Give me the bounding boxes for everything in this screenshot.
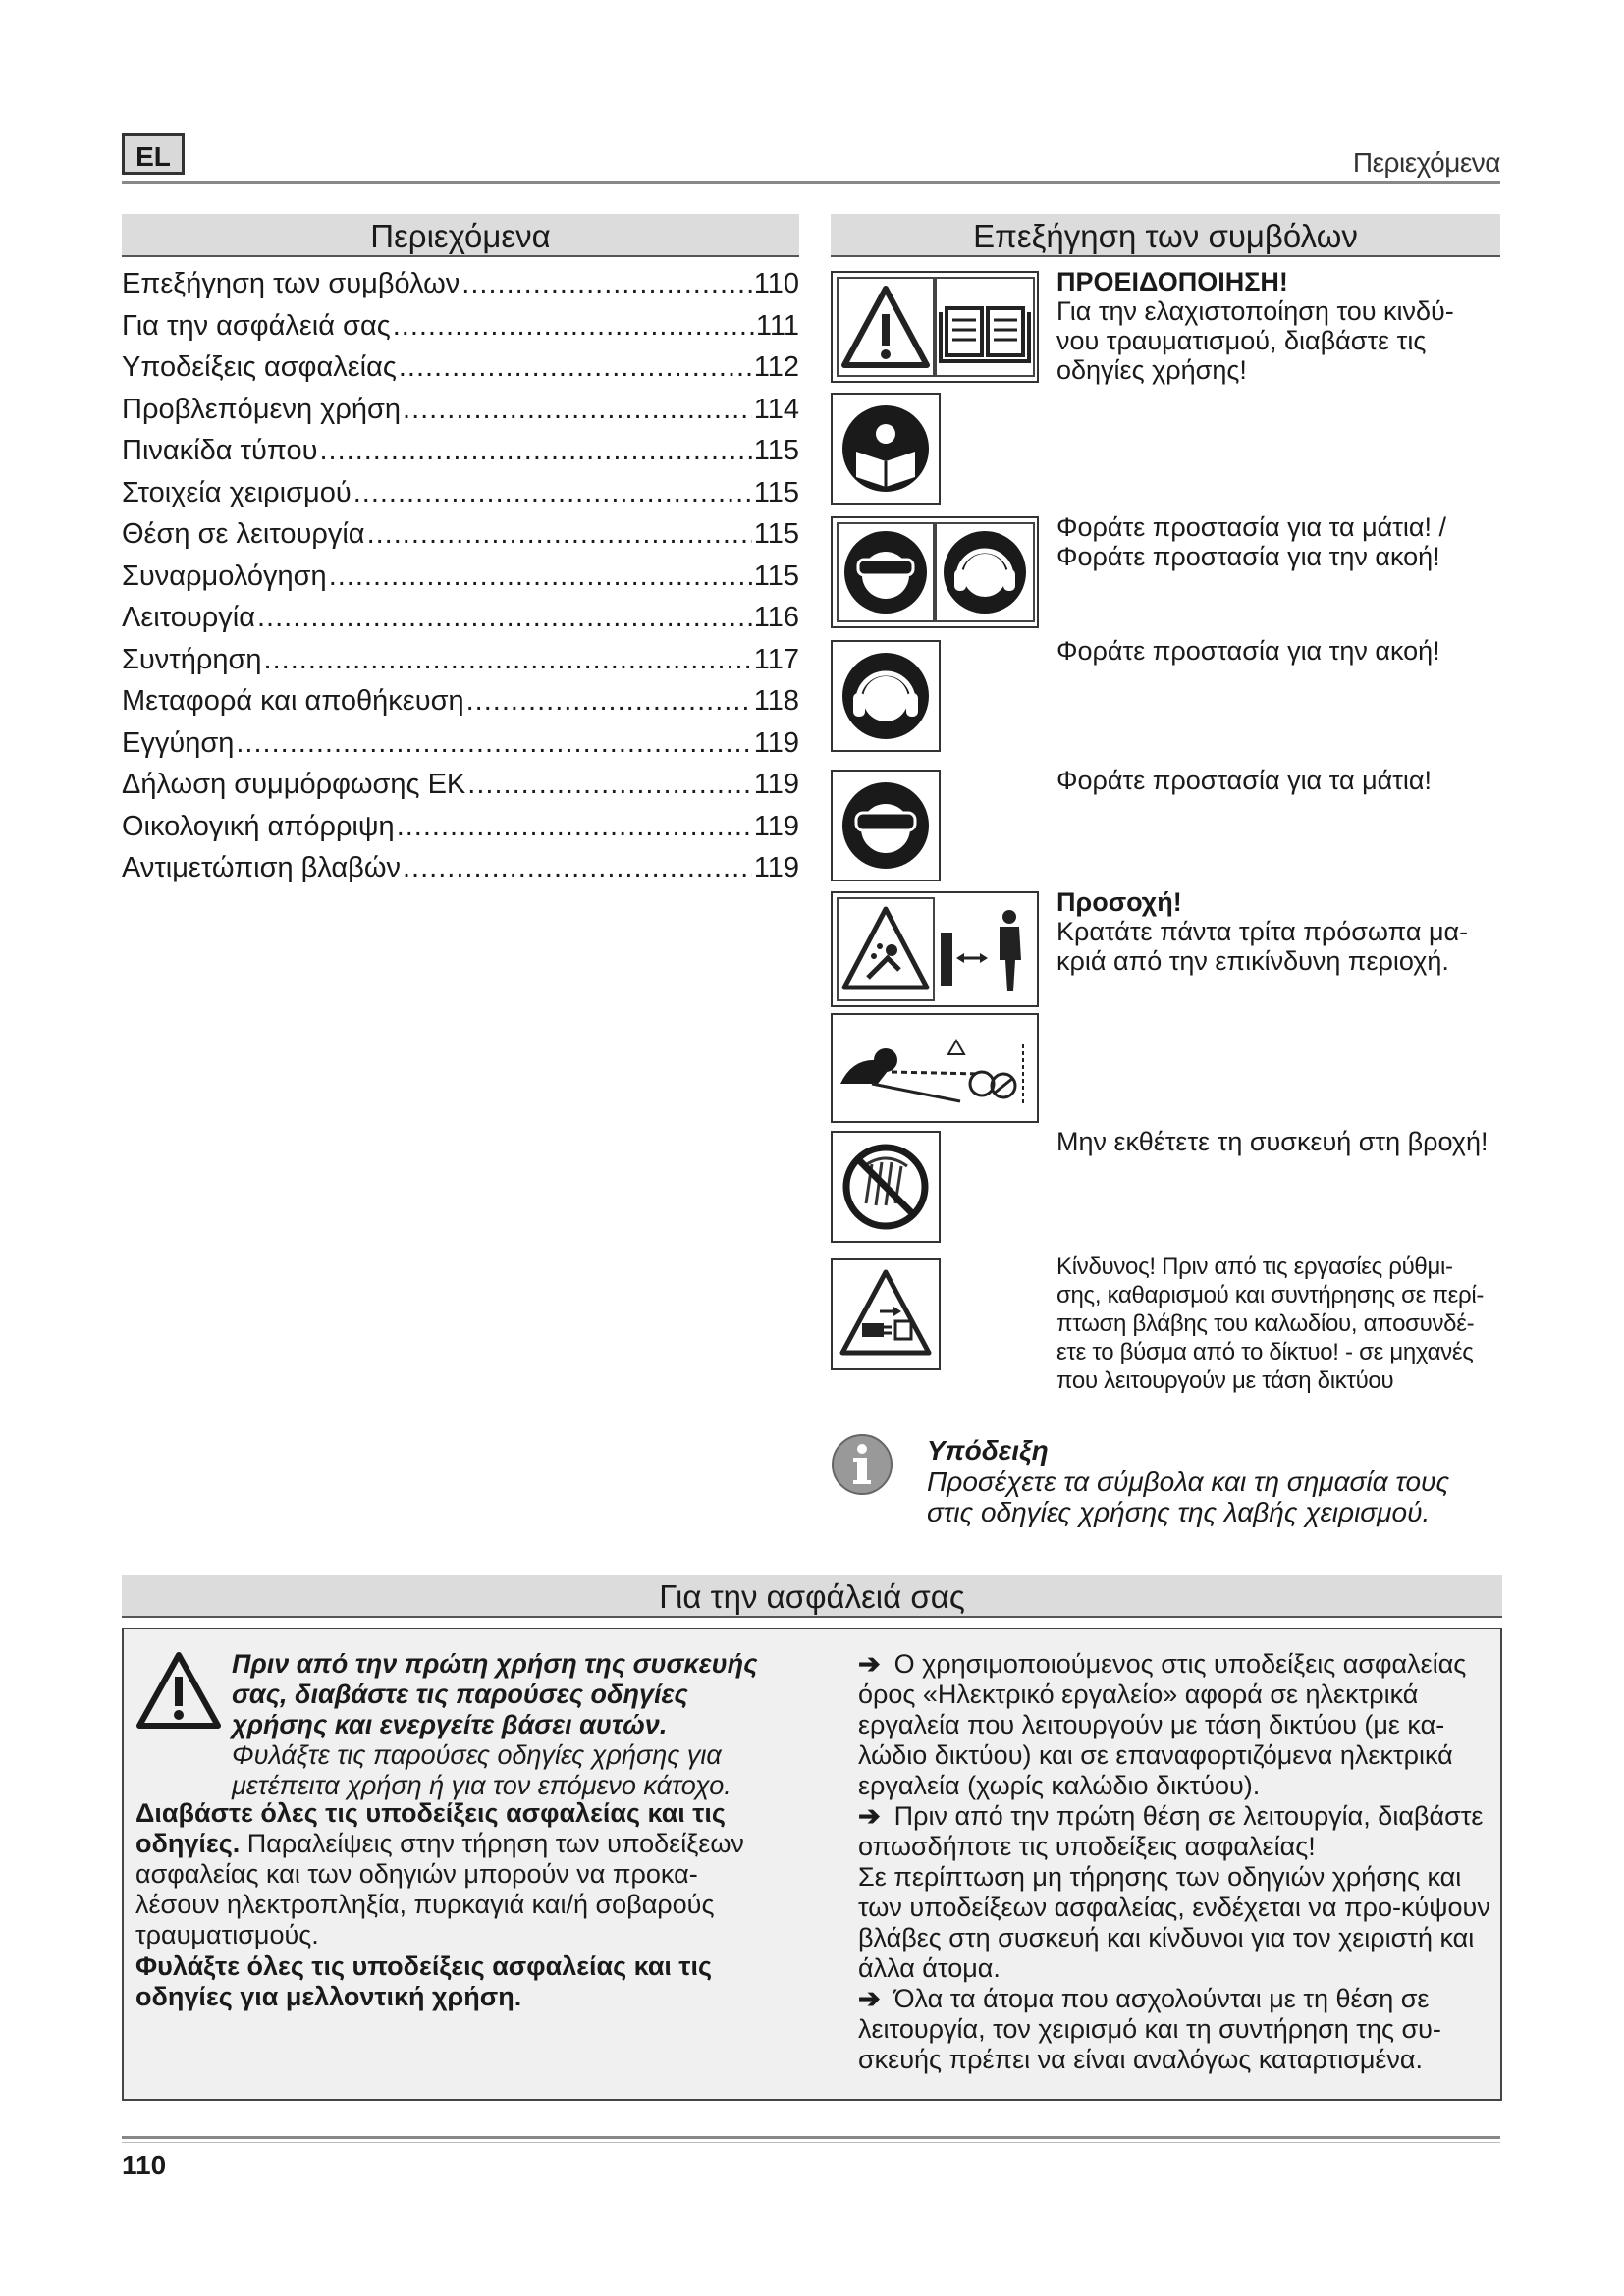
symbols-heading: Επεξήγηση των συμβόλων (831, 214, 1500, 257)
running-header-title: Περιεχόμενα (1352, 147, 1500, 178)
toc-leader-dots (467, 764, 751, 806)
toc-entry-page: 112 (753, 351, 799, 383)
symbol-ear-text: Φοράτε προστασία για την ακοή! (1056, 636, 1440, 666)
toc-entry[interactable] (122, 472, 799, 514)
arrow-icon: ➔ (858, 1984, 881, 2013)
symbol-ear-protection (831, 640, 941, 752)
safety-p2-rest: Παραλείψεις στην τήρηση των υποδείξεων ασφαλείας και των οδηγιών μπορούν να προκα-λέσουν ηλεκτροπληξία, πυρκαγιά και/ή σοβαρούς τραυματισμούς. (135, 1829, 744, 1949)
manual-book-icon (935, 277, 1035, 377)
read-manual-icon (833, 395, 939, 503)
toc-entry-label: Προβλεπόμενη χρήση (122, 393, 402, 425)
toc-leader-dots (319, 430, 751, 472)
toc-entry-label: Στοιχεία χειρισμού (122, 476, 352, 508)
toc-entry-page: 119 (753, 852, 799, 883)
safe-distance-icon (935, 897, 1035, 1001)
toc-entry[interactable] (122, 722, 799, 765)
note-text: Προσέχετε τα σύμβολα και τη σημασία τους στις οδηγίες χρήσης της λαβής χειρισμού. (927, 1467, 1450, 1527)
toc-entry-page: 119 (753, 810, 799, 842)
toc-entry-label: Για την ασφάλειά σας (122, 309, 391, 342)
toc-entry-label: Συντήρηση (122, 643, 262, 675)
symbol-unplug-text: Κίνδυνος! Πριν από τις εργασίες ρύθμι-σης, καθαρισμού και συντήρησης σε περί-πτωση βλάβης του καλωδίου, αποσυνδέ-ετε το βύσμα από το δίκτυο! - σε μηχανές που λειτουργούν με τάση δικτύου (1056, 1254, 1485, 1394)
toc-entry-page: 119 (753, 769, 799, 800)
safety-lead (232, 1649, 772, 1801)
toc-entry[interactable] (122, 305, 799, 347)
toc-entry[interactable] (122, 556, 799, 598)
toc-heading: Περιεχόμενα (122, 214, 799, 257)
toc-leader-dots (399, 347, 752, 389)
toc-entry[interactable] (122, 389, 799, 431)
toc-entry-page: 116 (753, 602, 799, 633)
safety-p2-bold: Διαβάστε όλες τις υποδείξεις ασφαλείας και τις οδηγίες. (135, 1798, 726, 1858)
page-number: 110 (122, 2150, 167, 2180)
footer-rule-thin (122, 2142, 1500, 2143)
toc-leader-dots (461, 263, 751, 305)
toc-leader-dots (403, 847, 752, 889)
symbol-no-rain-text: Μην εκθέτετε τη συσκευή στη βροχή! (1056, 1127, 1489, 1156)
toc-entry-page: 115 (753, 518, 799, 550)
toc-leader-dots (466, 680, 752, 722)
header-rule (122, 181, 1500, 184)
eye-protection-icon (837, 522, 935, 622)
symbol-warning-desc: Για την ελαχιστοποίηση του κινδύ-νου τραυματισμού, διαβάστε τις οδηγίες χρήσης! (1056, 296, 1454, 385)
safety-lead-rest: Φυλάξτε τις παρούσες οδηγίες χρήσης για μετέπειτα χρήση ή για τον επόμενο κάτοχο. (232, 1740, 731, 1800)
no-rain-icon (833, 1133, 939, 1241)
info-icon (831, 1433, 893, 1496)
arrow-icon: ➔ (858, 1649, 881, 1679)
toc-entry-label: Λειτουργία (122, 602, 255, 633)
toc-entry-label: Δήλωση συμμόρφωσης ΕΚ (122, 769, 466, 800)
symbol-eye-text: Φοράτε προστασία για τα μάτια! (1056, 766, 1433, 795)
toc-entry-page: 115 (753, 560, 799, 592)
toc-entry-page: 115 (753, 476, 799, 508)
ear-muffs-icon (833, 642, 939, 750)
toc-entry-page: 118 (753, 685, 799, 717)
symbol-keep-away (831, 891, 1039, 1007)
toc-leader-dots (264, 639, 752, 681)
toc-entry-label: Εγγύηση (122, 726, 235, 759)
toc-entry-page: 119 (753, 726, 799, 759)
symbol-eye-ear-text: Φοράτε προστασία για τα μάτια! / Φοράτε προστασία για την ακοή! (1056, 512, 1447, 571)
toc-entry[interactable] (122, 513, 799, 556)
toc-leader-dots (403, 389, 752, 431)
symbol-eye-ear-protection (831, 516, 1039, 628)
symbol-keep-away-text (1056, 887, 1489, 976)
symbol-read-manual (831, 393, 941, 505)
safety-right-item-2: ➔ Πριν από την πρώτη θέση σε λειτουργία, διαβάστε οπωσδήποτε τις υποδείξεις ασφαλείας! (858, 1801, 1484, 1861)
toc-entry[interactable] (122, 639, 799, 681)
safety-heading: Για την ασφάλειά σας (122, 1575, 1502, 1618)
toc-entry-page: 117 (753, 643, 799, 675)
safety-right-item-1: ➔ Ο χρησιμοποιούμενος στις υποδείξεις ασφαλείας όρος «Ηλεκτρικό εργαλείο» αφορά σε ηλεκτρικά εργαλεία που λειτουργούν με τάση δικτύου (με κα-λώδιο δικτύου) και σε επαναφορτιζόμενα ηλεκτρικά εργαλεία (χωρίς καλώδιο δικτύου). (858, 1649, 1467, 1800)
toc-leader-dots (236, 722, 751, 765)
toc-leader-dots (367, 513, 752, 556)
table-of-contents (122, 263, 799, 889)
toc-entry-page: 110 (753, 268, 799, 299)
toc-entry-page: 115 (753, 435, 799, 466)
safety-right-item-3: Σε περίπτωση μη τήρησης των οδηγιών χρήσης και των υποδείξεων ασφαλείας, ενδέχεται να προ-κύψουν βλάβες στη συσκευή και κίνδυνοι για τον χειριστή και άλλα άτομα. (858, 1862, 1490, 1983)
toc-leader-dots (329, 556, 752, 598)
toc-entry[interactable] (122, 597, 799, 639)
toc-entry[interactable] (122, 764, 799, 806)
toc-entry-label: Αντιμετώπιση βλαβών (122, 852, 401, 883)
symbol-caution-title: Προσοχή! (1056, 887, 1182, 917)
toc-entry[interactable] (122, 263, 799, 305)
toc-leader-dots (397, 806, 752, 848)
unplug-warning-icon (833, 1260, 939, 1368)
toc-entry-label: Επεξήγηση των συμβόλων (122, 268, 460, 299)
safety-right-item-4: ➔ Όλα τα άτομα που ασχολούνται με τη θέση σε λειτουργία, τον χειρισμό και τη συντήρηση της συ-σκευής πρέπει να είναι αναλόγως καταρτισμένα. (858, 1984, 1441, 2074)
symbol-no-rain (831, 1131, 941, 1243)
goggles-icon (833, 772, 939, 880)
symbol-eye-protection (831, 770, 941, 881)
safety-paragraph-2 (135, 1798, 774, 1950)
toc-entry-page: 111 (755, 309, 799, 342)
toc-entry[interactable] (122, 680, 799, 722)
footer-rule (122, 2136, 1500, 2139)
flying-debris-warning-icon (837, 897, 935, 1001)
symbol-caution-desc: Κρατάτε πάντα τρίτα πρόσωπα μα-κριά από την επικίνδυνη περιοχή. (1056, 917, 1469, 976)
toc-entry[interactable] (122, 806, 799, 848)
ear-protection-icon (935, 522, 1035, 622)
toc-entry[interactable] (122, 347, 799, 389)
toc-entry[interactable] (122, 430, 799, 472)
toc-leader-dots (257, 597, 752, 639)
warning-triangle-icon (135, 1649, 222, 1732)
symbol-trimmer-illustration (831, 1013, 1039, 1123)
safety-p3: Φυλάξτε όλες τις υποδείξεις ασφαλείας και τις οδηγίες για μελλοντική χρήση. (135, 1951, 713, 2011)
toc-entry-label: Υποδείξεις ασφαλείας (122, 351, 397, 383)
toc-entry-label: Θέση σε λειτουργία (122, 518, 365, 550)
safety-right-column (858, 1649, 1494, 2075)
toc-entry-label: Πινακίδα τύπου (122, 435, 318, 466)
toc-entry[interactable] (122, 847, 799, 889)
toc-entry-label: Συναρμολόγηση (122, 560, 327, 592)
symbol-warning-text (1056, 267, 1489, 385)
toc-entry-label: Οικολογική απόρριψη (122, 810, 395, 842)
symbol-unplug (831, 1258, 941, 1370)
toc-leader-dots (353, 472, 752, 514)
toc-leader-dots (393, 305, 754, 347)
trimmer-operator-icon (833, 1015, 1037, 1121)
note-title: Υπόδειξη (927, 1435, 1049, 1466)
toc-entry-page: 114 (753, 393, 799, 425)
arrow-icon: ➔ (858, 1801, 881, 1831)
safety-lead-bold: Πριν από την πρώτη χρήση της συσκευής σας, διαβάστε τις παρούσες οδηγίες χρήσης και ενεργείτε βάσει αυτών. (232, 1649, 758, 1739)
symbol-warning-title: ΠΡΟΕΙΔΟΠΟΙΗΣΗ! (1056, 267, 1288, 296)
warning-triangle-icon (837, 277, 935, 377)
toc-entry-label: Μεταφορά και αποθήκευση (122, 685, 464, 717)
language-badge: EL (122, 133, 185, 175)
symbol-warning-manual (831, 271, 1039, 383)
